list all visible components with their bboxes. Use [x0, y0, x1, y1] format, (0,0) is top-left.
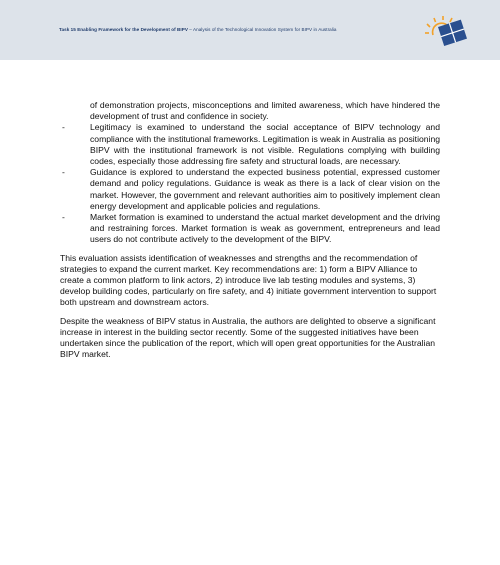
list-item [60, 100, 440, 122]
list-item [60, 167, 440, 212]
document-body [60, 100, 440, 360]
list-item-text: Market formation is examined to understand the actual market development and the driving and restraining forces. Market formation is weak as government, entrepreneurs and lead users do not contribute actively to the development of the BIPV. [90, 212, 440, 245]
list-item-text: Legitimacy is examined to understand the social acceptance of BIPV technology and compliance with the institutional frameworks. Legitimation is weak in Australia as positioning BIPV with the institutional framework is not visible. Regulations complying with building codes, especially those addressing fire safety and structural loads, are necessary. [90, 122, 440, 167]
list-item-text: of demonstration projects, misconceptions and limited awareness, which have hindered the development of trust and confidence in society. [90, 100, 440, 122]
list-item-text: Guidance is explored to understand the expected business potential, expressed customer demand and policy regulations. Guidance is weak as there is a lack of clear vision on the market. However, the government and relevant authorities aim to positively implement clean energy development and applicable policies and regulations. [90, 167, 440, 211]
header-title-bold: Task 15 Enabling Framework for the Development of BIPV [59, 27, 188, 32]
bullet-dash: - [62, 122, 65, 133]
paragraph: This evaluation assists identification of weaknesses and strengths and the recommendation of strategies to expand the current market. Key recommendations are: 1) form a BIPV Alliance to create a common platform to link actors, 2) introduce live lab testing modules and systems, 3) develop building codes, particularly on fire safety, and 4) initiate government intervention to support both upstream and downstream actors. [60, 252, 437, 308]
header-title-rest: – Analysis of the Technological Innovation System for BIPV in Australia [187, 27, 337, 32]
bullet-dash: - [62, 212, 65, 223]
paragraph: Despite the weakness of BIPV status in Australia, the authors are delighted to observe a significant increase in interest in the building sector recently. Some of the suggested initiatives have been undertaken since the publication of the report, which will open great opportunities for the Australian BIPV market. [60, 315, 436, 360]
sun-solar-panel-logo-icon [421, 13, 467, 51]
bullet-list [60, 100, 440, 246]
list-item [60, 212, 440, 246]
page-header [0, 0, 500, 60]
bullet-dash: - [62, 167, 65, 178]
list-item [60, 122, 440, 167]
header-title [59, 27, 337, 32]
